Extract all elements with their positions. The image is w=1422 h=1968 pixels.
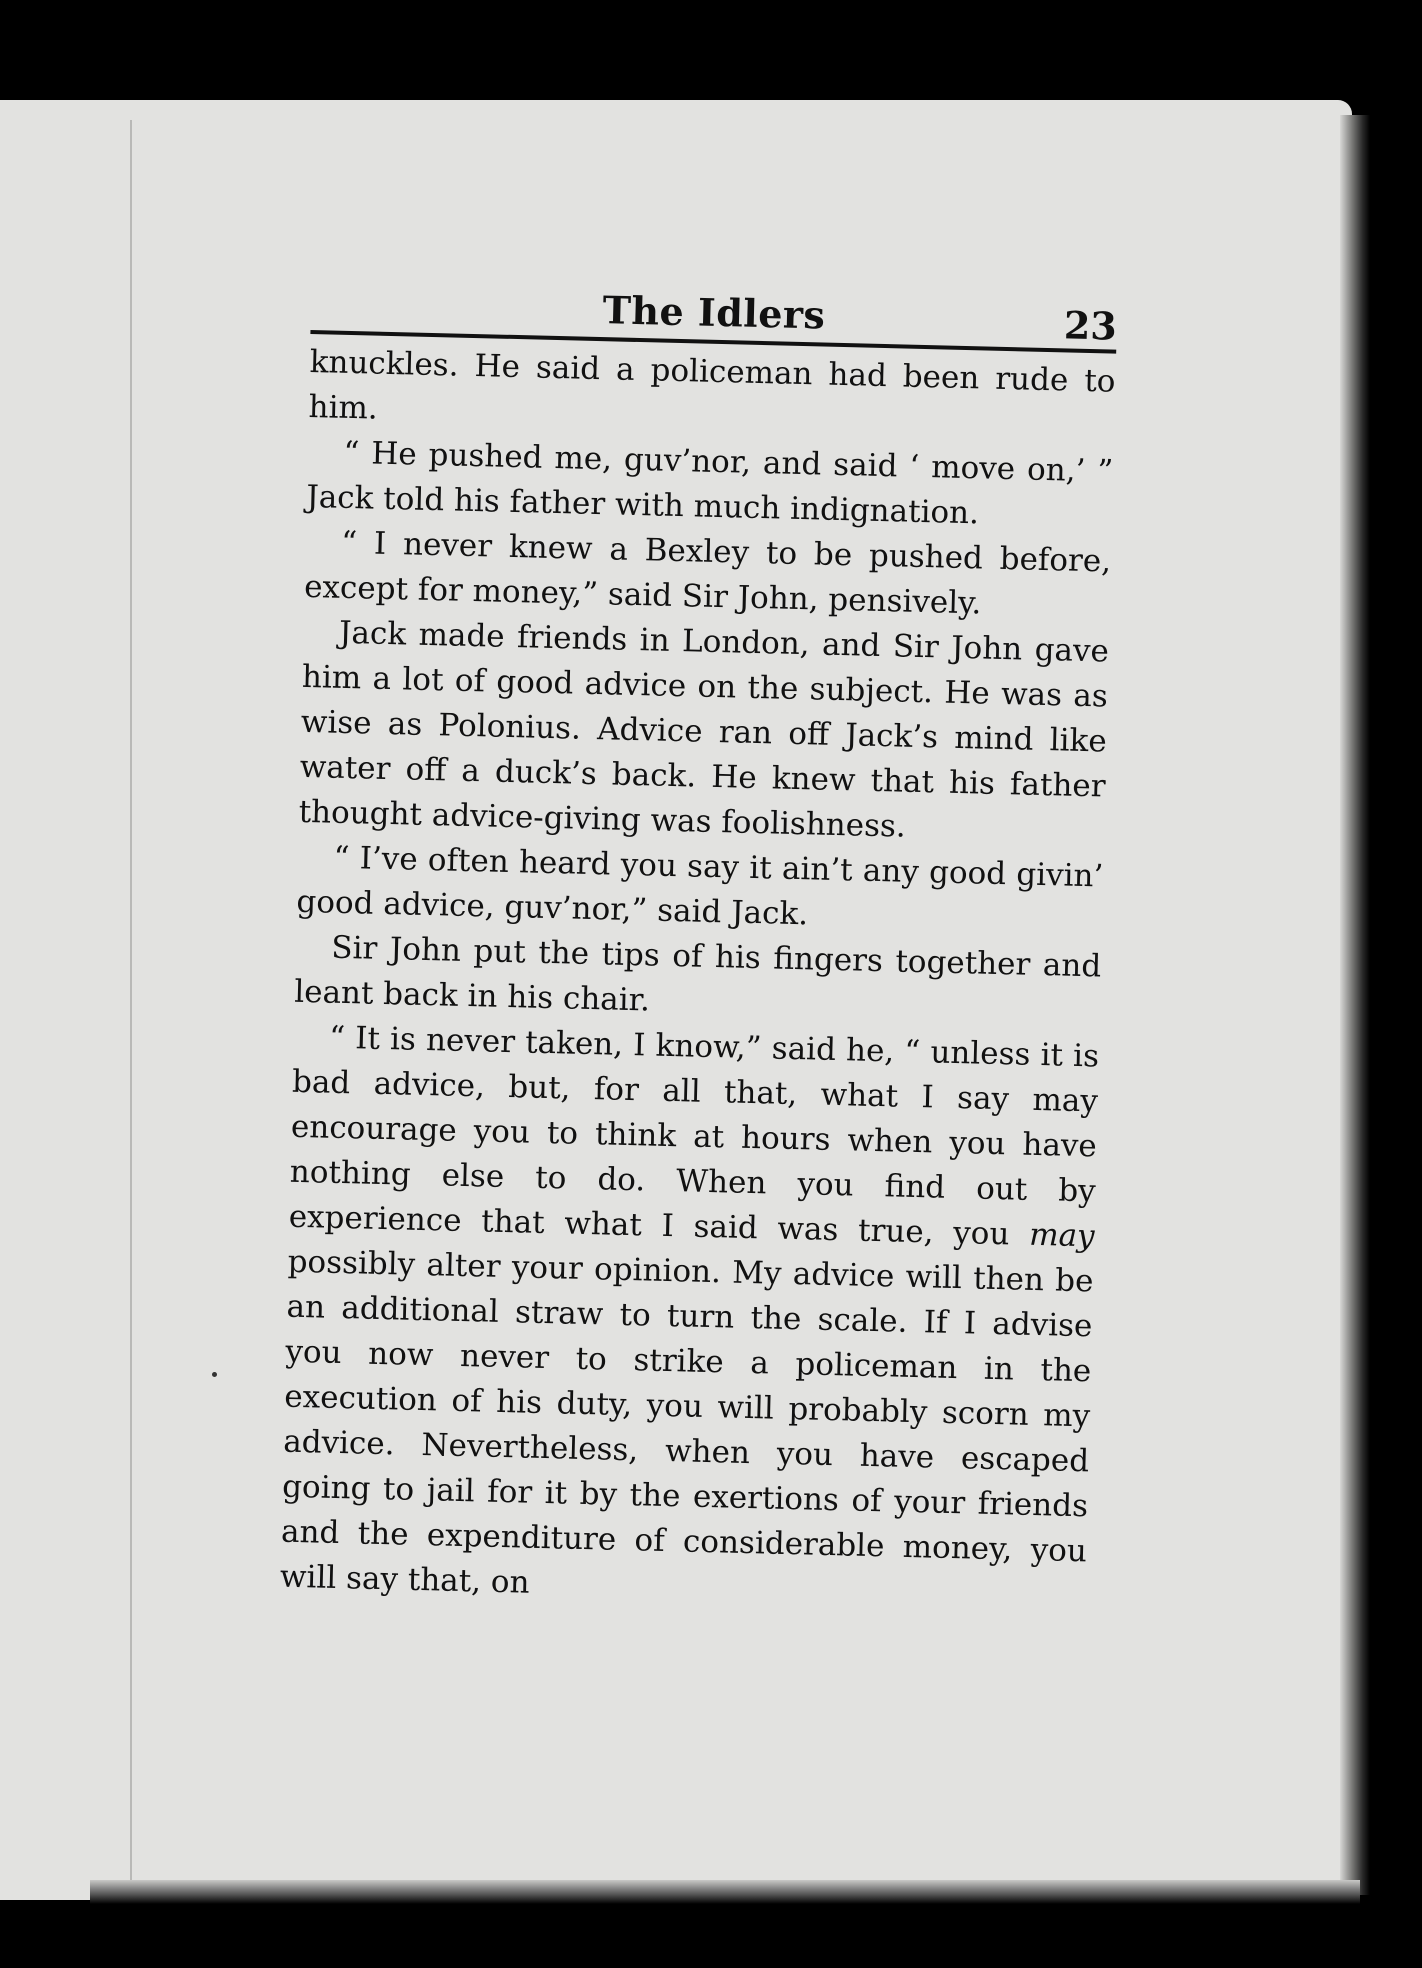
paragraph-6: Sir John put the tips of his fingers together and leant back in his chair. [293,929,1102,1019]
running-title: The Idlers [602,287,826,338]
ink-speck [212,1372,217,1377]
paragraph-5: “ I’ve often heard you say it ain’t any good givin’ good advice, guv’nor,” said Jack. [296,839,1104,933]
paragraph-7 [279,1015,1099,1620]
paragraph-4: Jack made friends in London, and Sir John gave him a lot of good advice on the subject. He was as wise as Polonius. Advice ran off Jack’s mind like water off a duck’s back. He knew that his father thought advice-giving was foolishness. [298,614,1110,845]
page-text-block [279,268,1117,1619]
page-number: 23 [1063,302,1118,349]
paragraph-7-part-1: “ It is never taken, I know,” said he, “ unless it is bad advice, but, for all that, what I say may encourage you to think at hours when you have nothing else to do. When you find out by experience that what I said was true, you [288,1019,1100,1253]
emphasized-word: may [1028,1216,1095,1255]
paragraph-2: “ He pushed me, guv’nor, and said ‘ move on,’ ” Jack told his father with much indignation. [305,434,1114,532]
page-right-edge [1340,115,1370,1895]
paragraph-1: knuckles. He said a policeman had been rude to him. [308,343,1116,427]
page-gutter [130,120,132,1880]
paragraph-7-part-2: possibly alter your opinion. My advice will then be an additional straw to turn the scale. If I advise you now never to strike a policeman in the execution of his duty, you will probably scorn my advice. Nevertheless, when you have escaped going to jail for it by the exertions of your friends and the expenditure of considerable money, you will say that, on [279,1243,1094,1601]
paragraph-3: “ I never knew a Bexley to be pushed before, except for money,” said Sir John, pensively. [303,524,1112,622]
body-text [279,340,1116,1619]
page-bottom-edge [90,1880,1360,1904]
